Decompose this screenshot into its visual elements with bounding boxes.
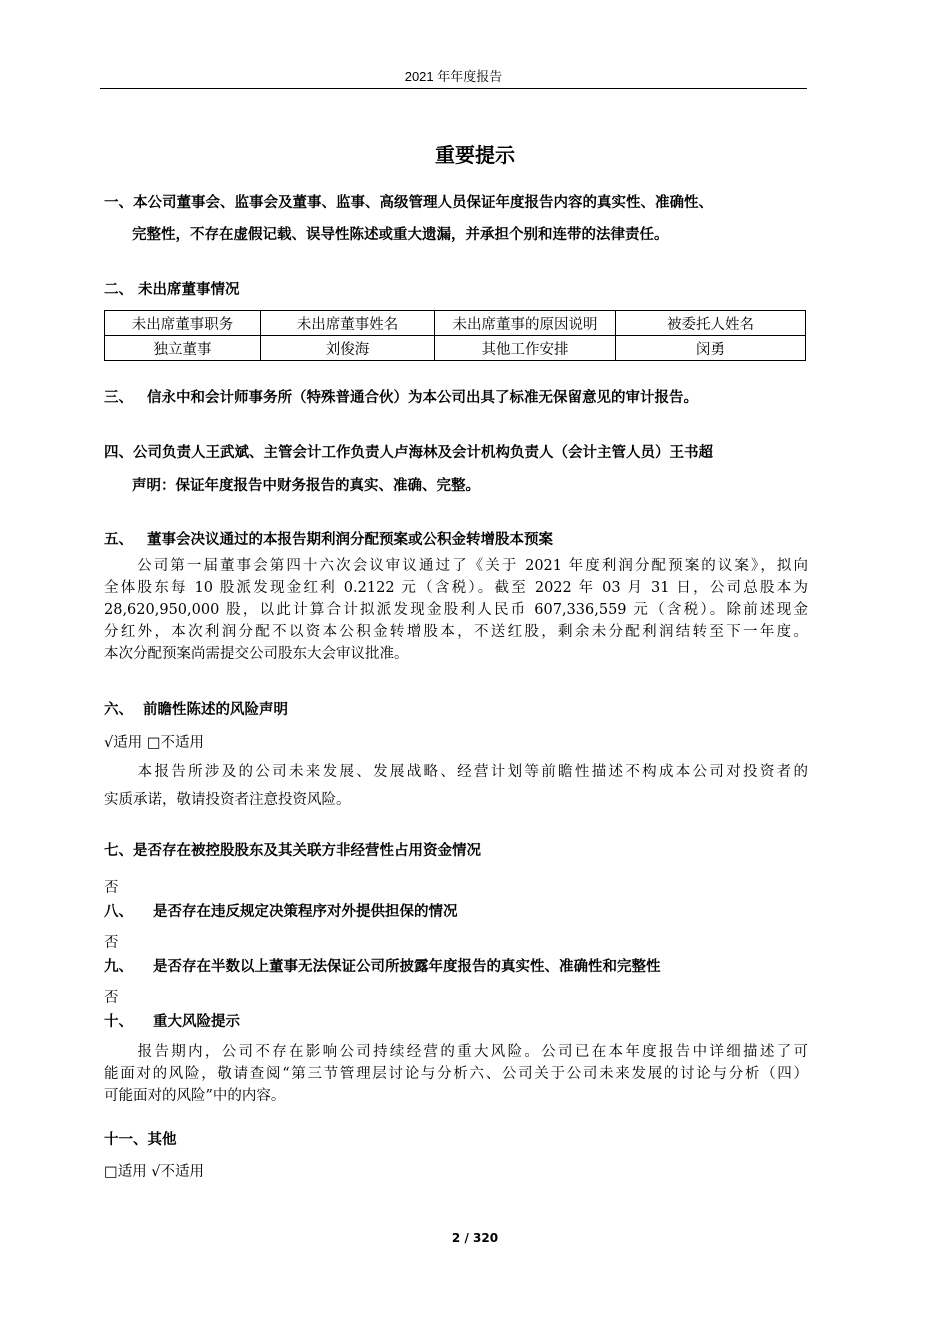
paragraph-line: 分红外，本次利润分配不以资本公积金转增股本，不送红股，剩余未分配利润结转至下一年度。	[104, 624, 808, 640]
absent-directors-table	[104, 310, 806, 361]
table-header-cell: 未出席董事的原因说明	[435, 311, 616, 336]
table-header-cell: 被委托人姓名	[616, 311, 806, 336]
page-header: 2021 年年度报告	[404, 69, 503, 84]
paragraph-line: 本次分配预案尚需提交公司股东大会审议批准。	[104, 646, 409, 662]
section-3-number: 三、	[104, 390, 133, 406]
section-8-answer: 否	[104, 935, 119, 951]
page-number: 2 / 320	[451, 1231, 499, 1245]
section-8-heading: 是否存在违反规定决策程序对外提供担保的情况	[153, 904, 458, 920]
table-header-row	[105, 311, 806, 336]
section-9-number: 九、	[104, 959, 133, 975]
section-7-answer: 否	[104, 880, 119, 896]
table-row	[105, 336, 806, 361]
table-header-cell: 未出席董事姓名	[261, 311, 435, 336]
section-5-number: 五、	[104, 532, 133, 548]
section-6-options: √适用 □不适用	[104, 735, 205, 751]
section-5-heading: 董事会决议通过的本报告期利润分配预案或公积金转增股本预案	[147, 532, 553, 548]
section-4-line-1: 四、公司负责人王武斌、主管会计工作负责人卢海林及会计机构负责人（会计主管人员）王书超	[104, 445, 713, 461]
section-11-heading: 十一、其他	[104, 1132, 177, 1148]
header-divider	[100, 88, 807, 89]
section-6-paragraph	[104, 758, 808, 814]
page-title: 重要提示	[435, 143, 515, 167]
paragraph-line: 公司第一届董事会第四十六次会议审议通过了《关于 2021 年度利润分配预案的议案》，拟向	[104, 558, 808, 574]
section-9-heading: 是否存在半数以上董事无法保证公司所披露年度报告的真实性、准确性和完整性	[153, 959, 661, 975]
section-10-heading: 重大风险提示	[153, 1014, 240, 1030]
table-cell: 闵勇	[616, 336, 806, 361]
paragraph-line: 实质承诺，敬请投资者注意投资风险。	[104, 792, 351, 808]
section-10-number: 十、	[104, 1014, 133, 1030]
section-11-options: □适用 √不适用	[104, 1164, 205, 1180]
section-9-answer: 否	[104, 990, 119, 1006]
section-1-line-1: 一、本公司董事会、监事会及董事、监事、高级管理人员保证年度报告内容的真实性、准确性、	[104, 195, 713, 211]
section-8-number: 八、	[104, 904, 133, 920]
section-10-paragraph	[104, 1041, 808, 1107]
section-4-line-2: 声明：保证年度报告中财务报告的真实、准确、完整。	[132, 478, 480, 494]
paragraph-line: 可能面对的风险”中的内容。	[104, 1088, 286, 1104]
paragraph-line: 28,620,950,000 股，以此计算合计拟派发现金股利人民币 607,336,559 元（含税）。除前述现金	[104, 602, 808, 618]
section-6-number: 六、	[104, 702, 133, 718]
paragraph-line: 能面对的风险，敬请查阅“第三节管理层讨论与分析六、公司关于公司未来发展的讨论与分析（四）	[104, 1066, 808, 1082]
table-cell: 其他工作安排	[435, 336, 616, 361]
section-3-text: 信永中和会计师事务所（特殊普通合伙）为本公司出具了标准无保留意见的审计报告。	[147, 390, 698, 406]
paragraph-line: 全体股东每 10 股派发现金红利 0.2122 元（含税）。截至 2022 年 03 月 31 日，公司总股本为	[104, 580, 808, 596]
table-cell: 刘俊海	[261, 336, 435, 361]
section-2-heading: 二、 未出席董事情况	[104, 282, 240, 298]
section-5-paragraph	[104, 555, 808, 665]
paragraph-line: 报告期内，公司不存在影响公司持续经营的重大风险。公司已在本年度报告中详细描述了可	[104, 1044, 808, 1060]
section-7-heading: 七、是否存在被控股股东及其关联方非经营性占用资金情况	[104, 843, 481, 859]
table-header-cell: 未出席董事职务	[105, 311, 261, 336]
paragraph-line: 本报告所涉及的公司未来发展、发展战略、经营计划等前瞻性描述不构成本公司对投资者的	[104, 764, 808, 780]
table-cell: 独立董事	[105, 336, 261, 361]
section-1-line-2: 完整性，不存在虚假记载、误导性陈述或重大遗漏，并承担个别和连带的法律责任。	[132, 227, 669, 243]
section-6-heading: 前瞻性陈述的风险声明	[143, 702, 288, 718]
